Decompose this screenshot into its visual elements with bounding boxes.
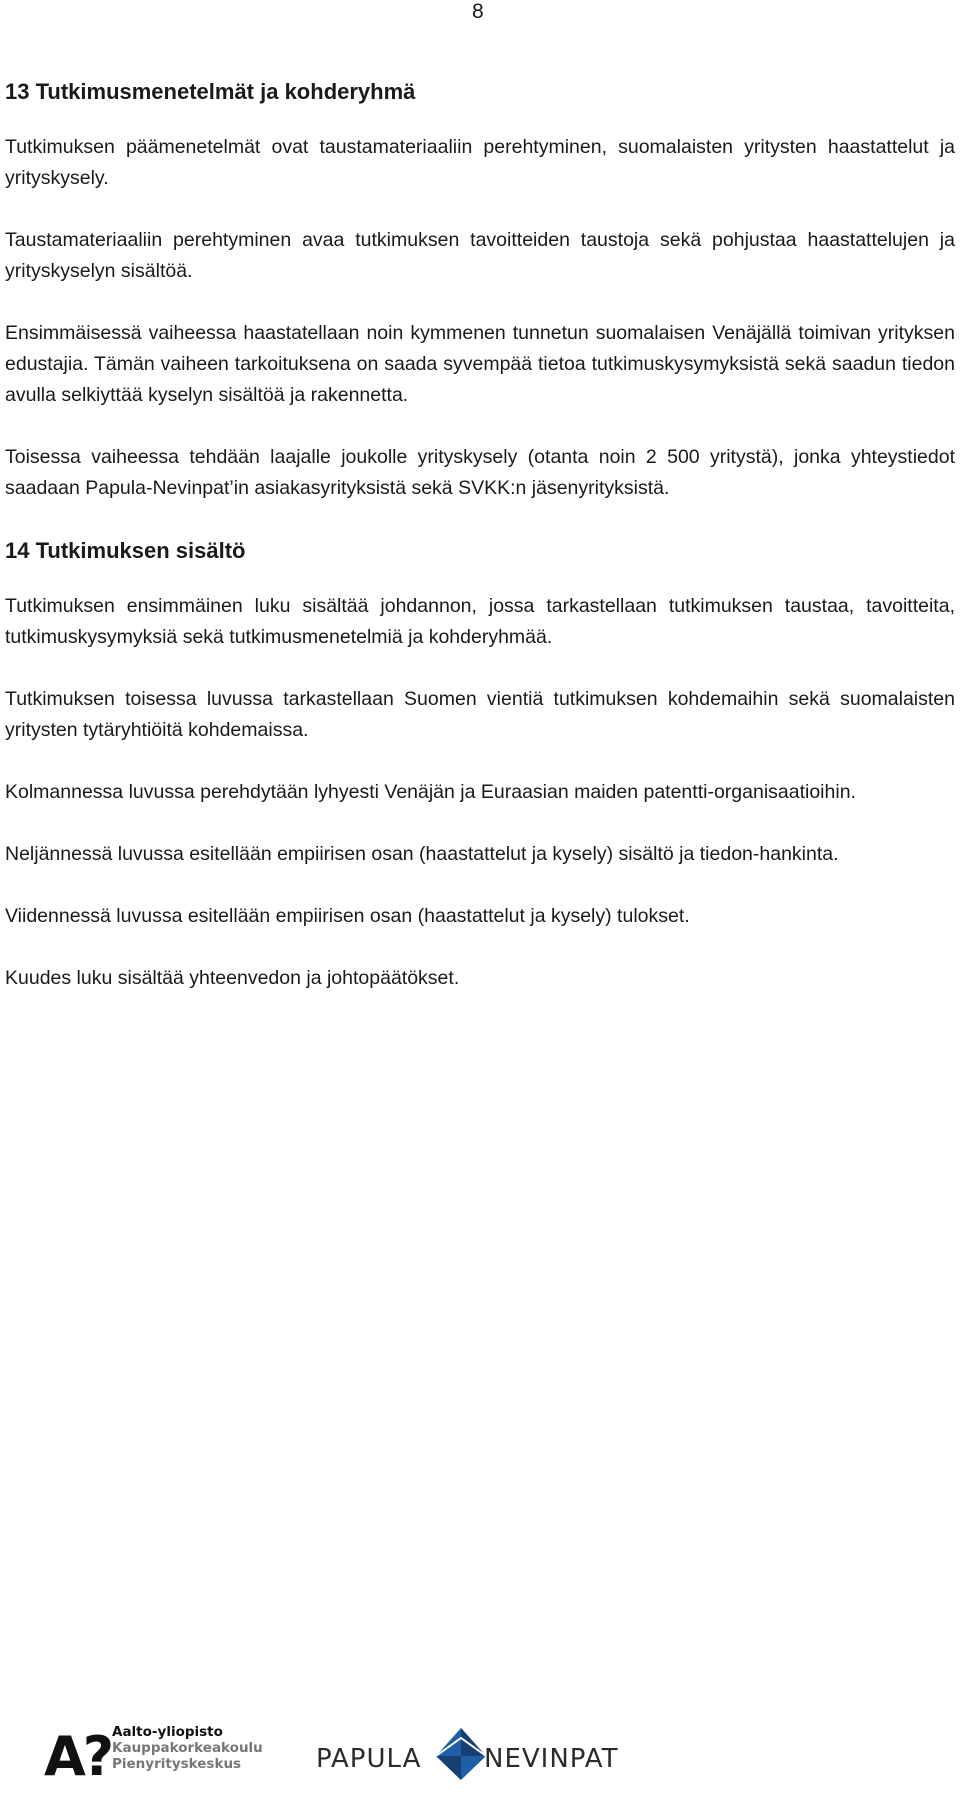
- nevinpat-wordmark: NEVINPAT: [484, 1744, 619, 1774]
- section-heading: 13 Tutkimusmenetelmät ja kohderyhmä: [5, 79, 416, 104]
- paragraph: Tutkimuksen ensimmäinen luku sisältää johdannon, jossa tarkastellaan tutkimuksen taustaa, tavoitteita, tutkimuskysymyksiä sekä tutkimusmenetelmiä ja kohderyhmää.: [5, 595, 955, 648]
- section-heading: 14 Tutkimuksen sisältö: [5, 538, 246, 563]
- aalto-line: Aalto-yliopisto: [112, 1724, 223, 1740]
- papula-nevinpat-logo: [316, 1722, 646, 1792]
- paragraph: Kuudes luku sisältää yhteenvedon ja johtopäätökset.: [5, 967, 460, 989]
- aalto-logo: [40, 1722, 280, 1792]
- paragraph: Tutkimuksen päämenetelmät ovat taustamateriaaliin perehtyminen, suomalaisten yritysten haastattelut ja yrityskysely.: [5, 136, 955, 189]
- aalto-line: Kauppakorkeakoulu: [112, 1740, 263, 1756]
- paragraph: Taustamateriaaliin perehtyminen avaa tutkimuksen tavoitteiden taustoja sekä pohjustaa haastattelujen ja yrityskyselyn sisältöä.: [5, 229, 955, 282]
- papula-diamond-icon: [434, 1726, 488, 1782]
- paragraph: Tutkimuksen toisessa luvussa tarkastellaan Suomen vientiä tutkimuksen kohdemaihin sekä suomalaisten yritysten tytäryhtiöitä kohdemaissa.: [5, 688, 955, 741]
- paragraph: Kolmannessa luvussa perehdytään lyhyesti Venäjän ja Euraasian maiden patentti-organisaatioihin.: [5, 781, 856, 803]
- document-body: [5, 76, 955, 1025]
- paragraph: Toisessa vaiheessa tehdään laajalle joukolle yrityskysely (otanta noin 2 500 yritystä), jonka yhteystiedot saadaan Papula-Nevinpat’in asiakasyrityksistä sekä SVKK:n jäsenyrityksistä.: [5, 446, 955, 499]
- page-footer: [40, 1722, 940, 1792]
- paragraph: Viidennessä luvussa esitellään empiirisen osan (haastattelut ja kysely) tulokset.: [5, 905, 690, 927]
- papula-wordmark: PAPULA: [316, 1744, 422, 1774]
- aalto-wordmark: [112, 1724, 263, 1772]
- page-number: 8: [472, 0, 484, 23]
- aalto-line: Pienyrityskeskus: [112, 1756, 242, 1772]
- paragraph: Neljännessä luvussa esitellään empiirisen osan (haastattelut ja kysely) sisältö ja tiedon-hankinta.: [5, 843, 839, 865]
- aalto-mark-icon: A?: [44, 1725, 112, 1788]
- paragraph: Ensimmäisessä vaiheessa haastatellaan noin kymmenen tunnetun suomalaisen Venäjällä toimivan yrityksen edustajia. Tämän vaiheen tarkoituksena on saada syvempää tietoa tutkimuskysymyksistä sekä saadun tiedon avulla selkiyttää kyselyn sisältöä ja rakennetta.: [5, 322, 955, 406]
